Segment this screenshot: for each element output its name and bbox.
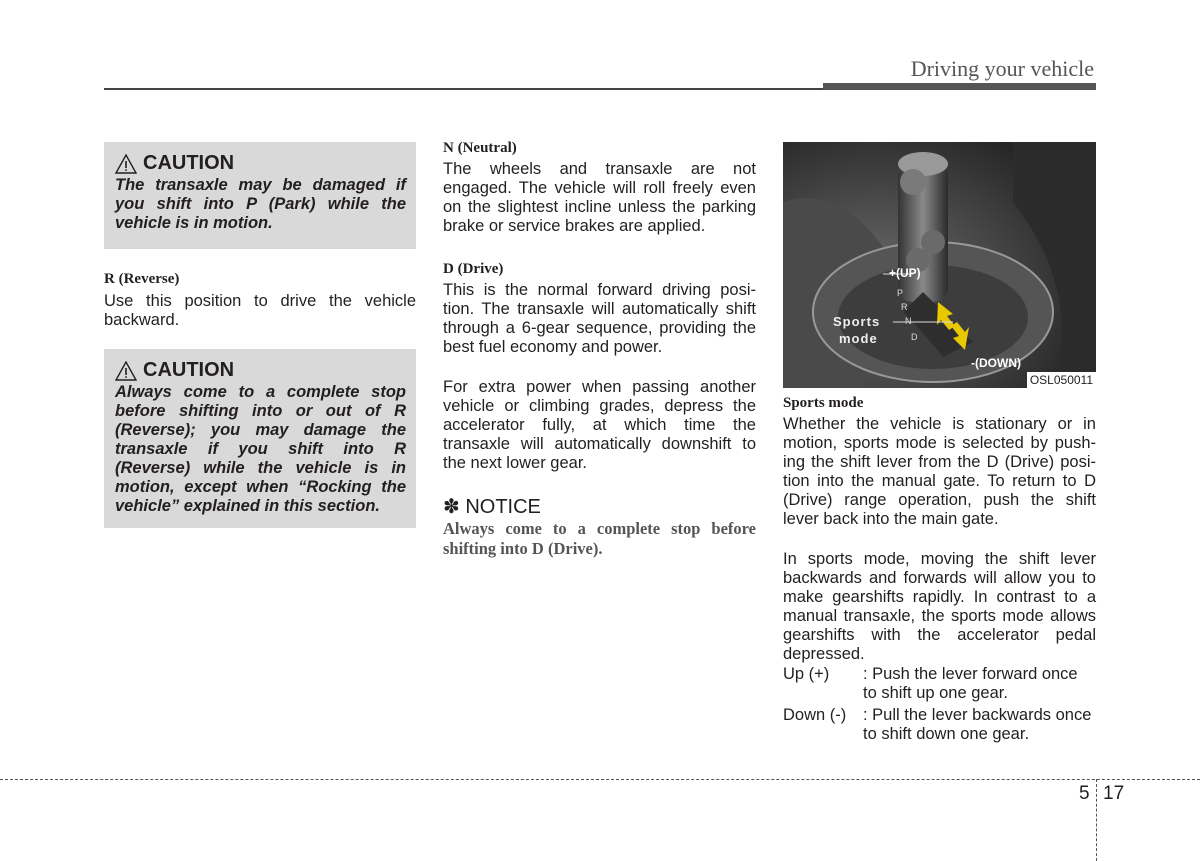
neutral-text: The wheels and transaxle are not engaged. The vehicle will roll freely even on the slightest incline unless the parking brake or service brakes are applied. xyxy=(443,160,756,235)
gate-letter-d: D xyxy=(911,332,918,342)
header-rule-accent xyxy=(823,83,1096,90)
sports-heading: Sports mode xyxy=(783,395,864,411)
list-item xyxy=(783,665,1096,703)
shift-lever-illustration xyxy=(783,142,1096,388)
sports-text-1: Whether the vehicle is stationary or in motion, sports mode is selected by push-ing the shift lever from the D (Drive) posi-tion into the manual gate. To return to D (Drive) range operation, push the shift lever back into the main gate. xyxy=(783,415,1096,528)
list-desc: : Push the lever forward once to shift up one gear. xyxy=(863,665,1078,702)
caution-body: Always come to a complete stop before shifting into or out of R (Reverse); you may damage the transaxle if you shift into R (Reverse) while the vehicle is in motion, except when “Rocking the vehicle” explained in this section. xyxy=(115,383,406,515)
sports-text-2: In sports mode, moving the shift lever backwards and forwards will allow you to make gearshifts rapidly. In contrast to a manual transaxle, the sports mode allows gearshifts with the accelerator pedal depressed. xyxy=(783,550,1096,663)
shift-lever-photo xyxy=(783,142,1096,388)
list-term: Up (+) xyxy=(783,665,830,683)
notice-title: ✽ NOTICE xyxy=(443,496,541,518)
caution-title: CAUTION xyxy=(143,152,235,174)
list-item xyxy=(783,706,1096,744)
figure-code: OSL050011 xyxy=(1027,372,1096,388)
list-desc: : Pull the lever backwards once to shift down one gear. xyxy=(863,706,1092,743)
label-down: -(DOWN) xyxy=(971,356,1021,370)
caution-box-park xyxy=(104,142,416,249)
drive-text-1: This is the normal forward driving posi-tion. The transaxle will automatically shift through a 6-gear sequence, providing the best fuel economy and power. xyxy=(443,281,756,356)
reverse-heading: R (Reverse) xyxy=(104,271,180,287)
neutral-heading: N (Neutral) xyxy=(443,140,517,156)
page-header-title: Driving your vehicle xyxy=(910,56,1094,81)
drive-heading: D (Drive) xyxy=(443,261,504,277)
label-sports: Sports xyxy=(833,314,881,329)
page-number: 17 xyxy=(1103,783,1125,804)
reverse-text: Use this position to drive the vehicle backward. xyxy=(104,292,416,329)
chapter-number: 5 xyxy=(1079,783,1090,804)
gate-letter-r: R xyxy=(901,302,908,312)
gate-letter-n: N xyxy=(905,316,912,326)
warning-triangle-icon xyxy=(115,361,137,381)
caution-body: The transaxle may be damaged if you shift into P (Park) while the vehicle is in motion. xyxy=(115,176,406,232)
list-term: Down (-) xyxy=(783,706,847,724)
label-mode: mode xyxy=(839,331,878,346)
notice-body: Always come to a complete stop before shifting into D (Drive). xyxy=(443,519,756,558)
drive-text-2: For extra power when passing another vehicle or climbing grades, depress the accelerator fully, at which time the transaxle will automatically downshift to the next lower gear. xyxy=(443,378,756,472)
warning-triangle-icon xyxy=(115,154,137,174)
label-up: +(UP) xyxy=(889,266,921,280)
caution-box-reverse xyxy=(104,349,416,528)
caution-title: CAUTION xyxy=(143,359,235,381)
footer-rule xyxy=(0,779,1200,780)
gate-letter-p: P xyxy=(897,288,904,298)
footer-divider xyxy=(1096,779,1097,861)
